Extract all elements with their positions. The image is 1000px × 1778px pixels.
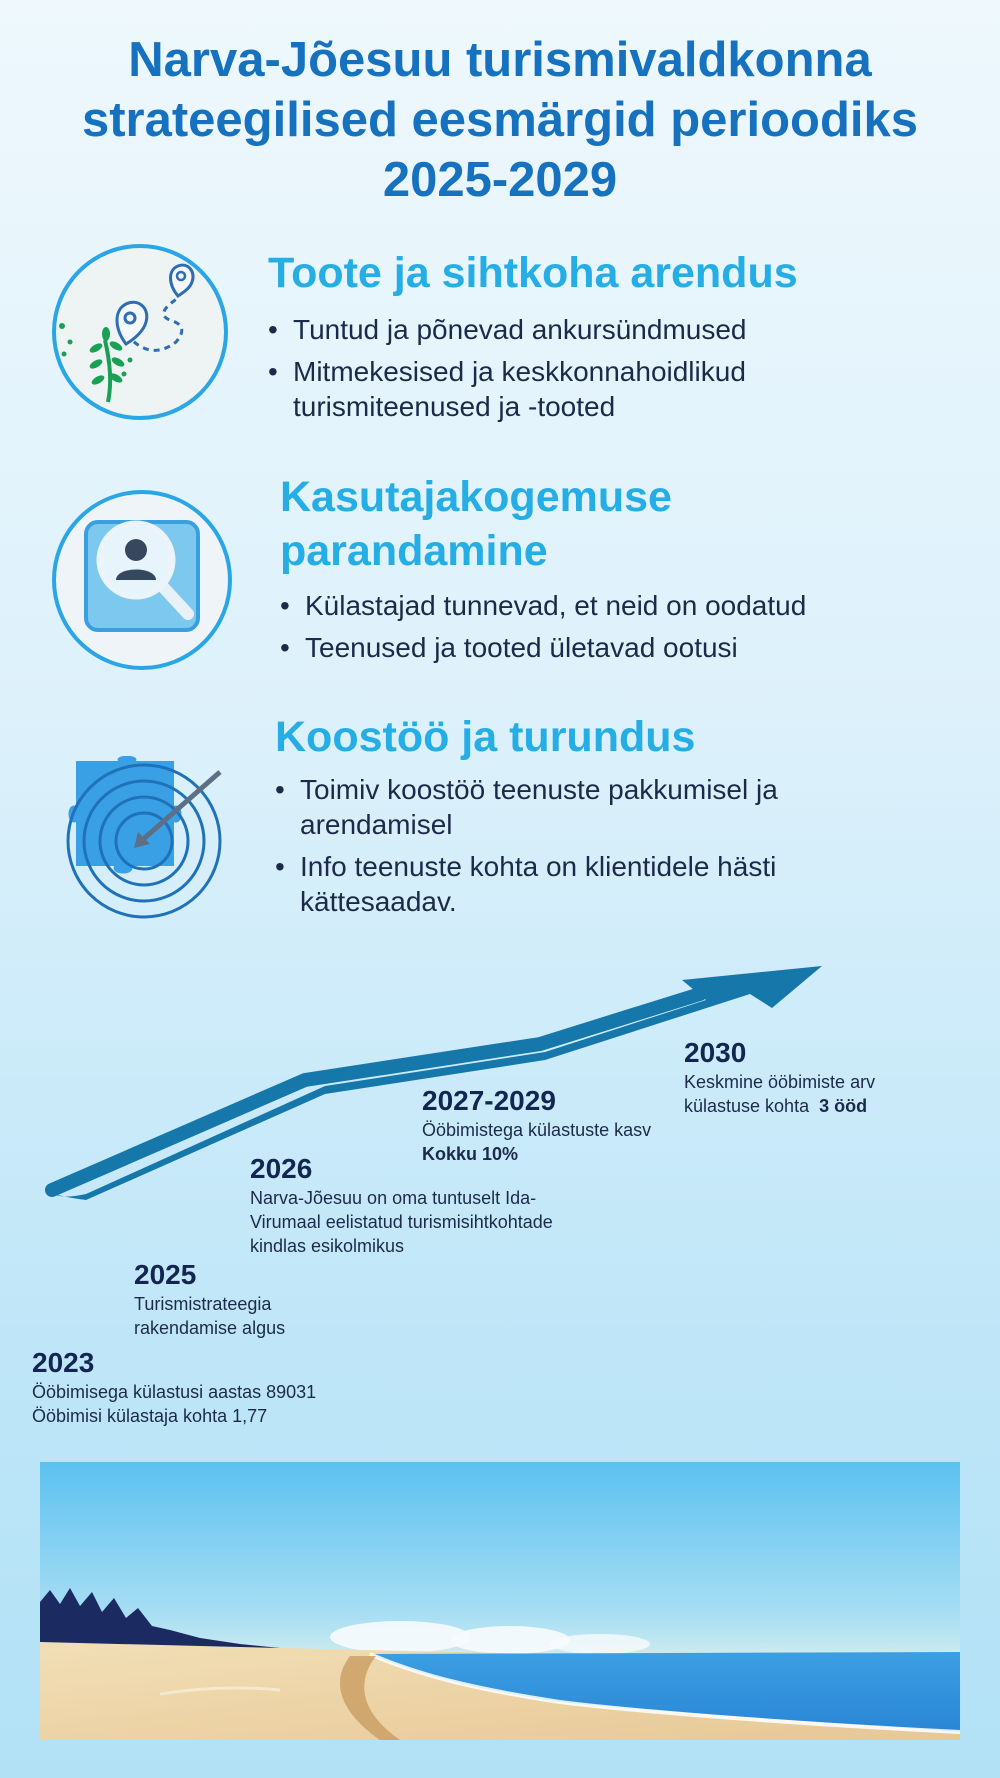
section-heading-product: Toote ja sihtkoha arendus [268,249,798,297]
milestone-2030 [684,1036,984,1118]
milestone-text: Ööbimisega külastusi aastas 89031 [32,1382,317,1402]
milestone-text: Virumaal eelistatud turismisihtkohtade [250,1212,553,1232]
milestone-text: külastuse kohta [684,1096,810,1116]
milestone-text: Keskmine ööbimiste arv [684,1072,876,1092]
milestone-strong-value: Kokku 10% [422,1144,519,1164]
beach-illustration [40,1462,960,1740]
page-title: Narva-Jõesuu turismivaldkonna strateegilised eesmärgid perioodiks 2025-2029 [81,33,919,207]
milestone-text: Ööbimistega külastuste kasv [422,1120,652,1140]
list-item: • Tuntud ja põnevad ankursündmused [268,312,828,347]
milestone-text: rakendamise algus [134,1318,286,1338]
milestone-strong-value: 3 ööd [819,1096,868,1116]
list-item: • Mitmekesised ja keskkonnahoidlikud turismiteenused ja -tooted [268,354,828,424]
list-item: • Info teenuste kohta on klientidele hästi kättesaadav. [275,849,855,919]
milestone-text: Ööbimisi külastaja kohta 1,77 [32,1406,268,1426]
milestone-2027-2029 [422,1084,692,1166]
list-item: • Külastajad tunnevad, et neid on oodatud [280,588,920,623]
milestone-2023 [32,1346,452,1428]
section-heading-cooperation: Koostöö ja turundus [275,713,696,761]
milestone-year: 2026 [250,1153,313,1184]
milestone-year: 2030 [684,1037,747,1068]
list-item: • Toimiv koostöö teenuste pakkumisel ja arendamisel [275,772,855,842]
section-heading-experience: Kasutajakogemuse parandamine [280,473,672,575]
milestone-year: 2023 [32,1347,95,1378]
milestone-year: 2027-2029 [422,1085,556,1116]
list-item: • Teenused ja tooted ületavad ootusi [280,630,920,665]
milestone-text: Narva-Jõesuu on oma tuntuselt Ida- [250,1188,537,1208]
milestone-year: 2025 [134,1259,197,1290]
milestone-2026 [250,1152,650,1258]
milestone-text: Turismistrateegia [134,1294,272,1314]
milestone-text: kindlas esikolmikus [250,1236,405,1256]
milestone-2025 [134,1258,374,1340]
